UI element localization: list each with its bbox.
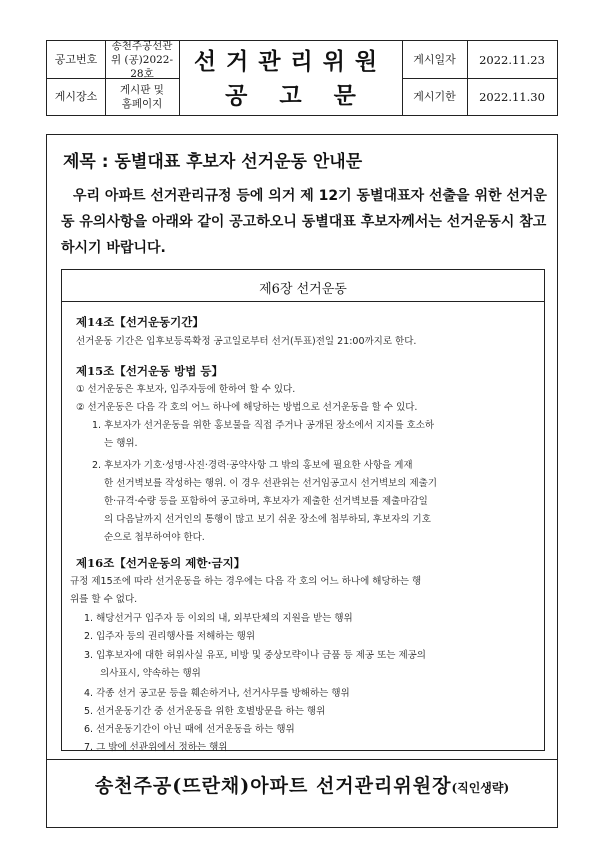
issuer-signature <box>47 771 557 798</box>
article-15-title: 제15조【선거운동 방법 등】 <box>76 364 223 378</box>
article-16-item-3-line-2: 의사표시, 약속하는 행위 <box>100 668 201 679</box>
article-15-item-2-line-4: 의 다음날까지 선거인의 통행이 많고 보기 쉬운 장소에 첩부하되, 후보자의 기호 <box>104 514 431 525</box>
article-15-para-2: ② 선거운동은 다음 각 호의 어느 하나에 해당하는 방법으로 선거운동을 할 수 있다. <box>76 402 418 413</box>
article-15-item-2-line-1: 2. 후보자가 기호·성명·사진·경력·공약사항 그 밖의 홍보에 필요한 사항을 게재 <box>92 460 413 471</box>
posting-place-value: 게시판 및 홈페이지 <box>120 83 164 110</box>
article-15-item-1-line-2: 는 행위. <box>104 438 138 449</box>
header-table <box>46 40 558 116</box>
committee-title: 선거관리위원 <box>193 48 388 75</box>
subject-line: 제목 : 동별대표 후보자 선거운동 안내문 <box>63 152 363 172</box>
post-date-value: 2022.11.23 <box>479 52 545 67</box>
regulation-box <box>61 269 545 751</box>
seal-omitted-note: (직인생략) <box>451 781 510 795</box>
chapter-title: 제6장 선거운동 <box>259 282 347 297</box>
article-16-item-7: 7. 그 밖에 선관위에서 정하는 행위 <box>84 742 228 753</box>
posting-place-label: 게시장소 <box>54 89 98 103</box>
article-15-para-1: ① 선거운동은 후보자, 입주자등에 한하여 할 수 있다. <box>76 384 296 395</box>
intro-paragraph: 우리 아파트 선거관리규정 등에 의거 제 12기 동별대표자 선출을 위한 선거운동 유의사항을 아래와 같이 공고하오니 동별대표 후보자께서는 선거운동시 참고하시기 바랍니다. <box>61 188 547 256</box>
article-16-item-5: 5. 선거운동기간 중 선거운동을 위한 호별방문을 하는 행위 <box>84 706 326 717</box>
article-16-item-6: 6. 선거운동기간이 아닌 때에 선거운동을 하는 행위 <box>84 724 295 735</box>
article-14-text: 선거운동 기간은 입후보등록확정 공고일로부터 선거(투표)전일 21:00까지로 한다. <box>76 336 417 347</box>
notice-number-label: 공고번호 <box>54 52 98 66</box>
notice-title-char-1: 공 <box>225 82 248 109</box>
post-date-label: 게시일자 <box>413 52 456 66</box>
article-16-item-2: 2. 입주자 등의 권리행사를 저해하는 행위 <box>84 631 255 642</box>
notice-number-value: 송천주공선관위 (공)2022-28호 <box>110 39 174 80</box>
article-15-item-1-line-1: 1. 후보자가 선거운동을 위한 홍보물을 직접 주거나 공개된 장소에서 지지를 호소하 <box>92 420 435 431</box>
post-period-label: 게시기한 <box>413 89 456 103</box>
article-15-item-2-line-2: 한 선거벽보를 작성하는 행위. 이 경우 선관위는 선거임공고시 선거벽보의 제출기 <box>104 478 438 489</box>
article-16-item-1: 1. 해당선거구 입주자 등 이외의 내, 외부단체의 지원을 받는 행위 <box>84 613 353 624</box>
article-16-title: 제16조【선거운동의 제한·금지】 <box>76 556 246 570</box>
article-15-item-2-line-5: 순으로 첩부하여야 한다. <box>104 532 205 543</box>
article-16-intro-line-2: 위를 할 수 없다. <box>70 594 138 605</box>
article-16-intro-line-1: 규정 제15조에 따라 선거운동을 하는 경우에는 다음 각 호의 어느 하나에 해당하는 행 <box>70 576 422 587</box>
notice-title-char-3: 문 <box>333 82 356 109</box>
post-period-value: 2022.11.30 <box>479 89 545 104</box>
issuer-name: 송천주공(뜨란채)아파트 선거관리위원장 <box>94 775 452 797</box>
article-16-item-4: 4. 각종 선거 공고문 등을 훼손하거나, 선거사무를 방해하는 행위 <box>84 688 350 699</box>
notice-title-char-2: 고 <box>279 82 302 109</box>
article-16-item-3-line-1: 3. 입후보자에 대한 허위사실 유포, 비방 및 중상모략이나 금품 등 제공 또는 제공의 <box>84 650 426 661</box>
article-14-title: 제14조【선거운동기간】 <box>76 315 204 329</box>
article-15-item-2-line-3: 한·규격·수량 등을 포함하여 공고하며, 후보자가 제출한 선거벽보를 제출마감일 <box>104 496 428 507</box>
notice-body <box>46 134 558 828</box>
notice-title <box>179 81 402 111</box>
